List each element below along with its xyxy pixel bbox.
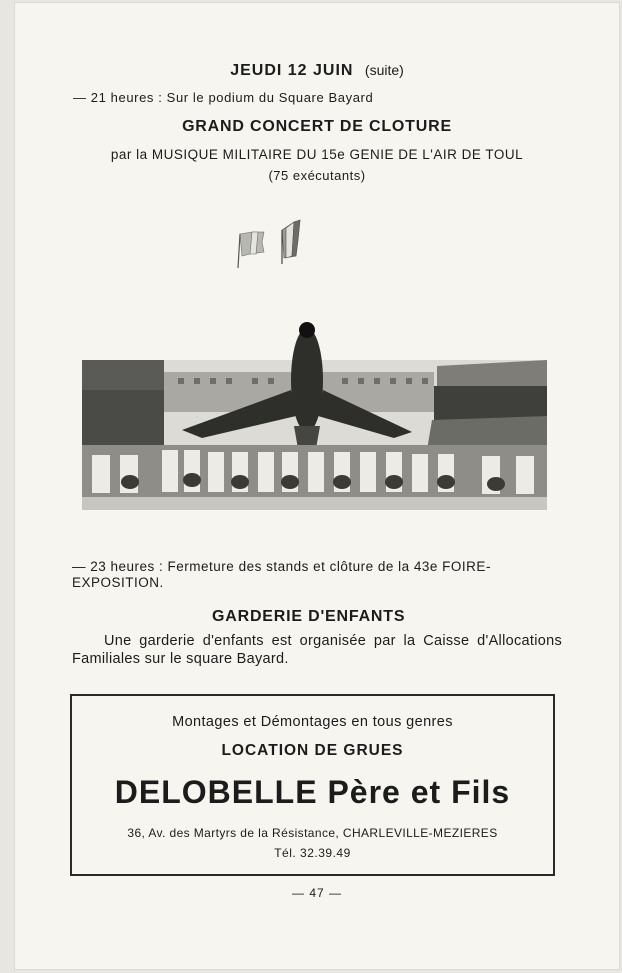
advertisement-box (70, 694, 555, 876)
garderie-title: GARDERIE D'ENFANTS (212, 608, 406, 625)
date-text: JEUDI 12 JUIN (230, 62, 354, 79)
ad-address: 36, Av. des Martyrs de la Résistance, CHARLEVILLE-MEZIERES (127, 826, 498, 840)
concert-time-line: — 21 heures : Sur le podium du Square Bayard (73, 90, 374, 105)
program-page (14, 2, 620, 970)
flag-left (238, 232, 264, 268)
ad-crane-rental: LOCATION DE GRUES (221, 742, 404, 759)
concert-performers: (75 exécutants) (268, 168, 366, 183)
photo-ground (82, 497, 547, 510)
ad-services-line: Montages et Démontages en tous genres (172, 714, 453, 730)
band-photo (82, 320, 547, 520)
flags-illustration (236, 216, 316, 272)
garderie-text-body: Une garderie d'enfants est organisée par la Caisse d'Allocations Familiales sur le square Bayard. (72, 633, 562, 667)
ad-company-name: DELOBELLE Père et Fils (114, 774, 511, 810)
garderie-text (72, 632, 562, 668)
suite-text: (suite) (364, 62, 404, 78)
closing-time-line: — 23 heures : Fermeture des stands et clôture de la 43e FOIRE-EXPOSITION. (72, 559, 491, 590)
ad-phone: Tél. 32.39.49 (274, 846, 351, 860)
concert-subtitle: par la MUSIQUE MILITAIRE DU 15e GENIE DE L'AIR DE TOUL (110, 147, 524, 162)
concert-title: GRAND CONCERT DE CLOTURE (182, 118, 452, 135)
date-heading (14, 62, 620, 80)
page-number: — 47 — (291, 886, 342, 900)
flag-right (282, 220, 300, 264)
